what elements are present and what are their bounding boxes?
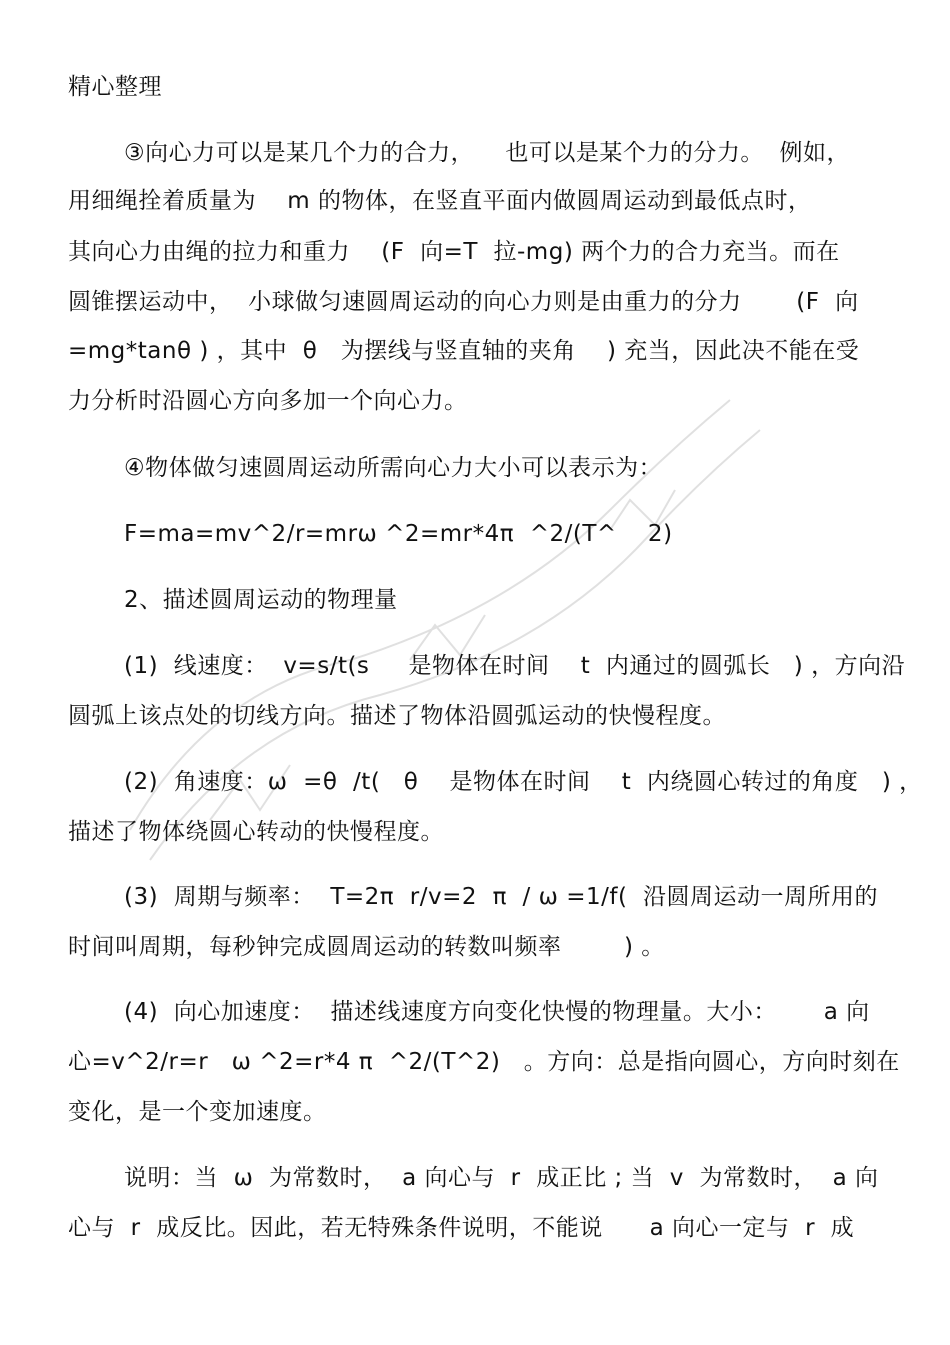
text-line: (1) 线速度： v=s/t(s 是物体在时间 t 内通过的圆弧长 ) ，方向沿 (124, 653, 906, 679)
text-line: 心与 r 成反比。因此，若无特殊条件说明，不能说 a 向心一定与 r 成 (68, 1215, 855, 1241)
formula-line: F=ma=mv^2/r=mrω ^2=mr*4π ^2/(T^ 2) (124, 521, 673, 547)
text-line: 力分析时沿圆心方向多加一个向心力。 (68, 388, 468, 414)
text-line: ③向心力可以是某几个力的合力， 也可以是某个力的分力。 例如， (124, 140, 850, 166)
text-line: 圆锥摆运动中， 小球做匀速圆周运动的向心力则是由重力的分力 (F 向 (68, 289, 859, 315)
text-line: 用细绳拴着质量为 m 的物体，在竖直平面内做圆周运动到最低点时， (68, 188, 812, 214)
text-line: 心=v^2/r=r ω ^2=r*4 π ^2/(T^2) 。方向：总是指向圆心，方向时刻在 (68, 1049, 900, 1075)
text-line: (4) 向心加速度： 描述线速度方向变化快慢的物理量。大小： a 向 (124, 999, 870, 1025)
text-line: (2) 角速度：ω =θ /t( θ 是物体在时间 t 内绕圆心转过的角度 ) ， (124, 769, 923, 795)
text-line: 时间叫周期，每秒钟完成圆周运动的转数叫频率 ) 。 (68, 934, 665, 960)
section-heading: 2、描述圆周运动的物理量 (124, 587, 398, 613)
text-line: 描述了物体绕圆心转动的快慢程度。 (68, 819, 444, 845)
text-line: 说明：当 ω 为常数时， a 向心与 r 成正比 ; 当 v 为常数时， a 向 (124, 1165, 879, 1191)
text-line: (3) 周期与频率： T=2π r/v=2 π / ω =1/f( 沿圆周运动一周所用的 (124, 884, 879, 910)
text-line: 其向心力由绳的拉力和重力 (F 向=T 拉-mg) 两个力的合力充当。而在 (68, 239, 840, 265)
text-line: =mg*tanθ ) ，其中 θ 为摆线与竖直轴的夹角 ) 充当，因此决不能在受 (68, 338, 860, 364)
page-header: 精心整理 (68, 74, 162, 100)
text-line: 变化，是一个变加速度。 (68, 1099, 327, 1125)
text-line: 圆弧上该点处的切线方向。描述了物体沿圆弧运动的快慢程度。 (68, 703, 726, 729)
text-line: ④物体做匀速圆周运动所需向心力大小可以表示为： (124, 455, 663, 481)
